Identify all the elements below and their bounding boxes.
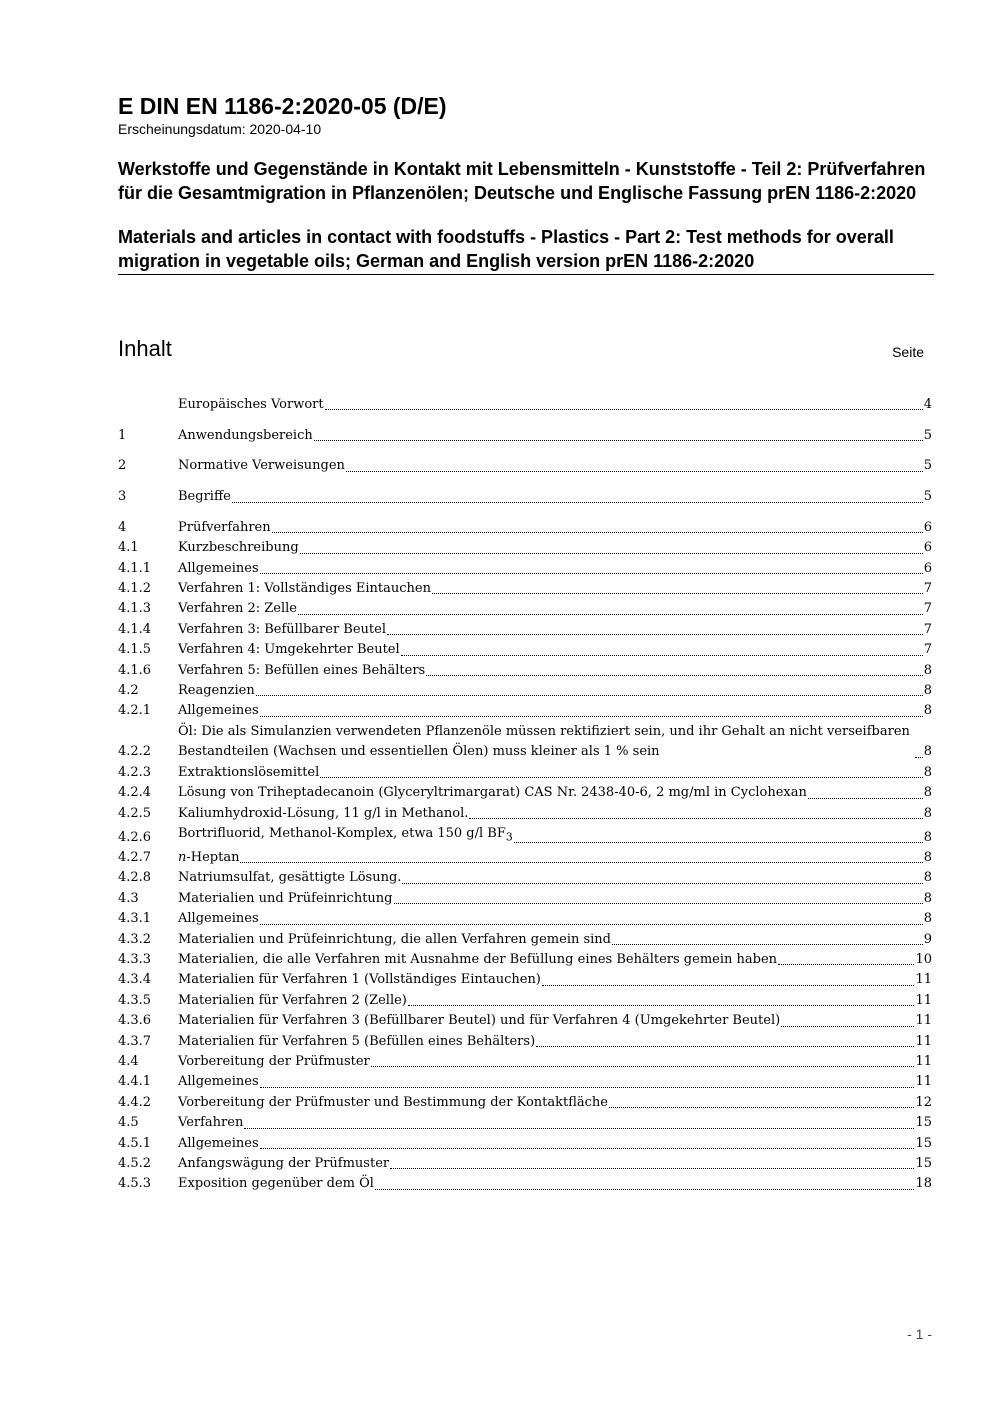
toc-entry-title	[178, 1052, 370, 1072]
toc-entry-page: 18	[915, 1176, 932, 1192]
toc-entry-page: 5	[923, 458, 932, 474]
toc-dot-leader	[240, 862, 922, 863]
toc-entry-title-text: Allgemeines	[178, 1074, 259, 1090]
toc-entry-page: 9	[923, 931, 932, 947]
toc-entry-page: 8	[923, 805, 932, 821]
toc-dot-leader	[808, 798, 923, 799]
toc-dot-leader	[314, 440, 923, 441]
toc-entry-page: 11	[915, 972, 932, 988]
toc-entry-page: 15	[915, 1135, 932, 1151]
toc-entry[interactable]	[118, 579, 932, 599]
toc-entry-title	[178, 661, 425, 681]
toc-entry-page: 8	[923, 849, 932, 865]
toc-entry-page: 7	[923, 621, 932, 637]
toc-entry-title	[178, 395, 324, 415]
toc-entry-title-text: -Heptan	[186, 849, 240, 865]
toc-entry-number: 4.1.1	[118, 560, 152, 576]
toc-entry-page: 8	[923, 785, 932, 801]
toc-entry-title	[178, 930, 611, 950]
toc-entry-title-text: Lösung von Triheptadecanoin (Glyceryltrimargarat) CAS Nr. 2438-40-6, 2 mg/ml in Cyclohexan	[178, 785, 807, 801]
table-of-contents	[118, 395, 932, 1195]
toc-entry-title-text: Materialien, die alle Verfahren mit Ausnahme der Befüllung eines Behälters gemein haben	[178, 951, 778, 967]
toc-entry-title-text: Verfahren 4: Umgekehrter Beutel	[178, 642, 400, 658]
toc-entry-title-text: Materialien für Verfahren 5 (Befüllen eines Behälters)	[178, 1033, 536, 1049]
toc-entry-title-text: Öl: Die als Simulanzien verwendeten Pflanzenöle müssen rektifiziert sein, und ihr Gehalt an nicht verseifbaren Bestandteilen (Wachsen und essentiellen Ölen) muss kleiner als 1 % sein	[178, 723, 910, 760]
toc-entry-title-text: Verfahren	[178, 1115, 244, 1131]
toc-dot-leader	[371, 1066, 915, 1067]
toc-dot-leader	[320, 777, 922, 778]
toc-entry-page: 4	[923, 397, 932, 412]
toc-entry-number: 4.1.6	[118, 662, 152, 678]
toc-entry-title	[178, 868, 401, 888]
toc-dot-leader	[346, 471, 923, 472]
toc-entry-number: 4.3.1	[118, 911, 152, 927]
toc-entry-title-text: Allgemeines	[178, 560, 259, 576]
toc-entry-title	[178, 620, 386, 640]
toc-entry-title-text: Prüfverfahren	[178, 519, 271, 535]
toc-heading	[118, 336, 928, 368]
toc-entry-number: 4.2.4	[118, 785, 152, 801]
toc-entry-number: 4.5	[118, 1115, 139, 1131]
toc-entry[interactable]	[118, 783, 932, 803]
toc-entry-title-text: Verfahren 1: Vollständiges Eintauchen	[178, 581, 431, 597]
toc-entry-title-text: Verfahren 5: Befüllen eines Behälters	[178, 662, 426, 678]
toc-entry-number: 4.2.7	[118, 849, 152, 865]
toc-entry-title	[178, 970, 541, 990]
toc-dot-leader	[609, 1107, 914, 1108]
toc-dot-leader	[514, 842, 923, 843]
toc-entry-page: 8	[923, 744, 932, 760]
toc-dot-leader	[781, 1026, 914, 1027]
toc-entry[interactable]	[118, 518, 932, 538]
toc-entry-page: 8	[923, 911, 932, 927]
toc-entry-page: 15	[915, 1156, 932, 1171]
toc-entry[interactable]	[118, 930, 932, 950]
toc-entry-title-text: Europäisches Vorwort	[178, 397, 324, 412]
toc-dot-leader	[469, 818, 922, 819]
toc-dot-leader	[260, 716, 923, 717]
toc-entry-title-text: Anfangswägung der Prüfmuster	[178, 1156, 390, 1171]
toc-entry-number: 4	[118, 519, 127, 535]
toc-page-label: Seite	[892, 344, 924, 360]
toc-entry[interactable]	[118, 426, 932, 446]
toc-entry-page: 15	[915, 1115, 932, 1131]
toc-entry-number: 4.3.7	[118, 1033, 152, 1049]
toc-entry-title	[178, 950, 777, 970]
toc-entry-page: 7	[923, 642, 932, 658]
toc-entry-number: 4.5.1	[118, 1135, 152, 1151]
toc-entry[interactable]	[118, 1032, 932, 1052]
toc-entry-number: 4.1.5	[118, 642, 152, 658]
toc-entry[interactable]	[118, 848, 932, 868]
toc-entry-title	[178, 456, 345, 476]
toc-entry[interactable]	[118, 970, 932, 990]
toc-entry[interactable]	[118, 661, 932, 681]
toc-dot-leader	[542, 985, 915, 986]
toc-entry-number: 4.3.4	[118, 972, 152, 988]
toc-entry[interactable]	[118, 395, 932, 415]
toc-entry-number: 3	[118, 489, 127, 505]
toc-entry-number: 4.5.2	[118, 1156, 152, 1171]
toc-entry[interactable]	[118, 538, 932, 558]
toc-entry-title	[178, 426, 313, 446]
toc-entry-number: 4.2.2	[118, 744, 152, 760]
toc-entry-title	[178, 1072, 259, 1092]
toc-entry-title	[178, 1174, 374, 1194]
toc-entry-title-text: Normative Verweisungen	[178, 458, 345, 474]
toc-entry-number: 2	[118, 458, 127, 474]
toc-entry-number: 4.1.4	[118, 621, 152, 637]
toc-entry-page: 8	[923, 662, 932, 678]
toc-entry-title-text: Verfahren 3: Befüllbarer Beutel	[178, 621, 386, 637]
toc-entry-number: 4.3.6	[118, 1013, 152, 1029]
toc-entry-number: 4.2.3	[118, 764, 152, 780]
toc-dot-leader	[432, 593, 923, 594]
toc-dot-leader	[244, 1128, 914, 1129]
toc-entry-title-text: Allgemeines	[178, 1135, 259, 1151]
toc-entry-title	[178, 991, 407, 1011]
toc-entry-page: 7	[923, 601, 932, 617]
toc-entry-title-text: Allgemeines	[178, 703, 259, 719]
toc-entry-title	[178, 1032, 535, 1052]
toc-entry-title	[178, 640, 400, 660]
toc-entry-number: 4.5.3	[118, 1176, 152, 1192]
toc-dot-leader	[778, 964, 914, 965]
toc-entry[interactable]	[118, 559, 932, 579]
toc-dot-leader	[325, 409, 923, 410]
toc-entry[interactable]	[118, 722, 932, 763]
toc-entry-title	[178, 701, 259, 721]
toc-entry-page: 8	[923, 870, 932, 886]
toc-entry[interactable]	[118, 1154, 932, 1174]
toc-entry-title	[178, 1134, 259, 1154]
toc-entry-title	[178, 1093, 608, 1113]
toc-entry-page: 6	[923, 540, 932, 556]
toc-dot-leader	[298, 614, 923, 615]
toc-dot-leader	[256, 695, 923, 696]
toc-entry[interactable]	[118, 599, 932, 619]
document-id: E DIN EN 1186-2:2020-05 (D/E)	[118, 93, 447, 119]
toc-entry-title-text: Materialien für Verfahren 2 (Zelle)	[178, 992, 407, 1008]
toc-entry-number: 4.2	[118, 683, 139, 699]
publication-date: Erscheinungsdatum: 2020-04-10	[118, 121, 322, 137]
toc-entry-number: 4.4	[118, 1053, 139, 1069]
toc-entry-number: 4.3.2	[118, 931, 152, 947]
toc-entry-title	[178, 804, 468, 824]
document-header	[118, 92, 934, 275]
toc-entry[interactable]	[118, 909, 932, 929]
toc-entry[interactable]	[118, 681, 932, 701]
toc-entry-title-text: Exposition gegenüber dem Öl	[178, 1176, 374, 1192]
toc-entry[interactable]	[118, 640, 932, 660]
toc-dot-leader	[401, 655, 923, 656]
toc-entry[interactable]	[118, 456, 932, 476]
toc-entry[interactable]	[118, 804, 932, 824]
toc-dot-leader	[260, 924, 923, 925]
toc-entry-page: 10	[915, 951, 932, 967]
toc-entry-title-text: Materialien und Prüfeinrichtung	[178, 890, 393, 906]
toc-dot-leader	[232, 502, 923, 503]
toc-entry-title	[178, 722, 914, 763]
toc-entry-page: 7	[923, 581, 932, 597]
toc-entry[interactable]	[118, 1134, 932, 1154]
toc-entry-title	[178, 848, 239, 868]
toc-dot-leader	[260, 1087, 915, 1088]
toc-entry-number: 4.2.8	[118, 870, 152, 886]
toc-entry-number: 4.2.5	[118, 805, 152, 821]
toc-entry-page: 5	[923, 489, 932, 505]
toc-entry-page: 11	[915, 1033, 932, 1049]
toc-entry-title	[178, 1154, 389, 1174]
toc-entry-title-text: Allgemeines	[178, 911, 259, 927]
toc-entry-title	[178, 783, 807, 803]
toc-entry-page: 8	[923, 764, 932, 780]
toc-entry-number: 1	[118, 427, 127, 443]
toc-entry-title-italic: n	[178, 849, 187, 865]
toc-entry[interactable]	[118, 1174, 932, 1194]
toc-entry-page: 8	[923, 703, 932, 719]
toc-entry-subscript: 3	[505, 830, 513, 844]
toc-entry-page: 6	[923, 560, 932, 576]
toc-entry[interactable]	[118, 824, 932, 848]
toc-entry-title	[178, 1011, 780, 1031]
toc-entry-number: 4.1.3	[118, 601, 152, 617]
toc-dot-leader	[394, 903, 923, 904]
toc-entry-number: 4.2.1	[118, 703, 152, 719]
toc-title: Inhalt	[118, 336, 172, 361]
toc-entry-title	[178, 681, 255, 701]
toc-entry-page: 5	[923, 427, 932, 443]
toc-entry-page: 6	[923, 519, 932, 535]
toc-entry[interactable]	[118, 950, 932, 970]
toc-entry-title	[178, 579, 431, 599]
toc-dot-leader	[272, 532, 923, 533]
toc-entry-page: 11	[915, 1013, 932, 1029]
toc-entry-title	[178, 487, 231, 507]
toc-dot-leader	[387, 634, 923, 635]
toc-entry-title-text: Natriumsulfat, gesättigte Lösung.	[178, 870, 402, 886]
toc-entry-title	[178, 538, 299, 558]
toc-entry[interactable]	[118, 1093, 932, 1113]
toc-entry-title-text: Begriffe	[178, 489, 231, 505]
toc-dot-leader	[426, 675, 922, 676]
toc-entry[interactable]	[118, 868, 932, 888]
toc-entry-number: 4.3.3	[118, 951, 152, 967]
toc-entry-title	[178, 889, 393, 909]
toc-entry-title	[178, 1113, 243, 1133]
toc-dot-leader	[402, 883, 922, 884]
toc-entry-title	[178, 559, 259, 579]
toc-entry[interactable]	[118, 701, 932, 721]
toc-dot-leader	[408, 1005, 915, 1006]
toc-dot-leader	[260, 573, 923, 574]
toc-dot-leader	[536, 1046, 914, 1047]
toc-dot-leader	[260, 1148, 915, 1149]
toc-entry[interactable]	[118, 991, 932, 1011]
toc-entry-title-text: Kaliumhydroxid-Lösung, 11 g/l in Methanol.	[178, 805, 469, 821]
toc-entry-page: 12	[915, 1094, 932, 1110]
toc-entry[interactable]	[118, 487, 932, 507]
toc-entry-page: 11	[915, 1053, 932, 1069]
toc-dot-leader	[390, 1168, 914, 1169]
toc-entry-number: 4.1.2	[118, 581, 152, 597]
toc-entry-title-text: Bortrifluorid, Methanol-Komplex, etwa 150 g/l BF	[178, 825, 506, 841]
toc-entry-number: 4.3	[118, 890, 139, 906]
toc-entry-title-text: Verfahren 2: Zelle	[178, 601, 297, 617]
toc-entry-title-text: Materialien für Verfahren 3 (Befüllbarer Beutel) und für Verfahren 4 (Umgekehrter Beutel)	[178, 1013, 781, 1029]
toc-entry[interactable]	[118, 889, 932, 909]
toc-entry-title-text: Reagenzien	[178, 683, 255, 699]
toc-dot-leader	[915, 757, 923, 758]
toc-entry[interactable]	[118, 1113, 932, 1133]
toc-entry-number: 4.3.5	[118, 992, 152, 1008]
toc-entry-number: 4.4.2	[118, 1094, 152, 1110]
toc-entry-title-text: Vorbereitung der Prüfmuster und Bestimmung der Kontaktfläche	[178, 1094, 609, 1110]
toc-entry-title-text: Extraktionslösemittel	[178, 764, 320, 780]
toc-entry-page: 11	[915, 1074, 932, 1090]
toc-entry-title-text: Anwendungsbereich	[178, 427, 313, 443]
toc-entry-page: 8	[923, 890, 932, 906]
toc-entry[interactable]	[118, 1072, 932, 1092]
page-number: - 1 -	[907, 1326, 932, 1342]
toc-entry[interactable]	[118, 1011, 932, 1031]
toc-entry[interactable]	[118, 1052, 932, 1072]
toc-entry-title-text: Materialien für Verfahren 1 (Vollständiges Eintauchen)	[178, 972, 541, 988]
toc-entry-title	[178, 909, 259, 929]
toc-entry-title-text: Kurzbeschreibung	[178, 540, 299, 556]
toc-entry[interactable]	[118, 763, 932, 783]
toc-dot-leader	[375, 1189, 915, 1190]
toc-entry-title	[178, 824, 513, 848]
toc-entry-page: 8	[923, 683, 932, 699]
toc-entry-title	[178, 599, 297, 619]
title-english: Materials and articles in contact with foodstuffs - Plastics - Part 2: Test methods for overall migration in vegetable oils; German and English version prEN 1186-2:2020	[118, 225, 934, 275]
title-german: Werkstoffe und Gegenstände in Kontakt mit Lebensmitteln - Kunststoffe - Teil 2: Prüfverfahren für die Gesamtmigration in Pflanzenölen; Deutsche und Englische Fassung prEN 1186-2:2020	[118, 159, 926, 203]
toc-entry-title-text: Vorbereitung der Prüfmuster	[178, 1053, 370, 1069]
toc-entry-title	[178, 518, 271, 538]
toc-entry-title	[178, 763, 319, 783]
toc-entry-title-text: Materialien und Prüfeinrichtung, die allen Verfahren gemein sind	[178, 931, 612, 947]
toc-entry-page: 11	[915, 992, 932, 1008]
toc-entry-number: 4.4.1	[118, 1074, 152, 1090]
toc-entry[interactable]	[118, 620, 932, 640]
toc-entry-number: 4.1	[118, 540, 139, 556]
toc-dot-leader	[612, 944, 923, 945]
toc-dot-leader	[300, 553, 923, 554]
toc-entry-number: 4.2.6	[118, 829, 152, 845]
toc-entry-page: 8	[923, 829, 932, 845]
